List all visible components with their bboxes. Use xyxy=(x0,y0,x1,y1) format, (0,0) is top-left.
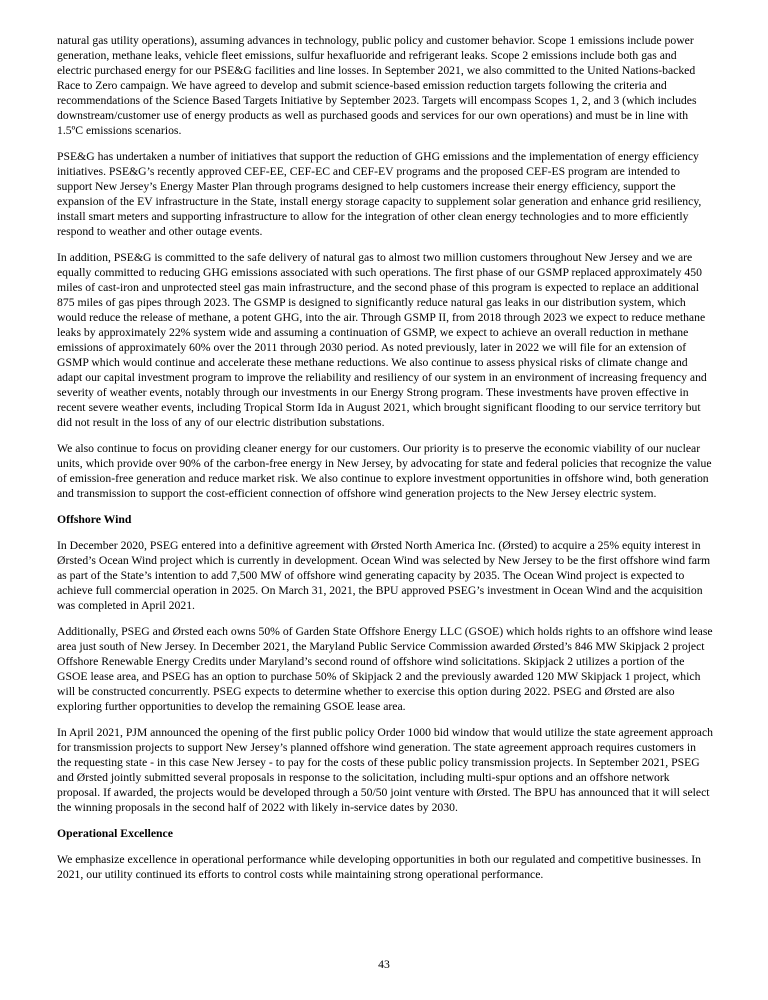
section-heading-offshore-wind: Offshore Wind xyxy=(57,513,132,526)
page-number: 43 xyxy=(378,958,390,971)
body-paragraph: PSE&G has undertaken a number of initiatives that support the reduction of GHG emissions and the implementation of energy efficiency initiatives. PSE&G’s recently approved CEF-EE, CEF-EC and CEF-EV programs and the proposed CEF-ES program are intended to support New Jersey’s Energy Master Plan through programs designed to help customers increase their energy efficiency, support the expansion of the EV infrastructure in the State, install energy storage capacity to supplement solar generation and enhance grid resiliency, install smart meters and supporting infrastructure to allow for the integration of other clean energy technologies and to more efficiently respond to weather and other outage events. xyxy=(57,150,702,238)
body-paragraph: We emphasize excellence in operational performance while developing opportunities in both our regulated and competitive businesses. In 2021, our utility continued its efforts to control costs while maintaining strong operational performance. xyxy=(57,853,701,881)
body-paragraph: We also continue to focus on providing cleaner energy for our customers. Our priority is to preserve the economic viability of our nuclear units, which provide over 90% of the carbon-free energy in New Jersey, by advocating for state and federal policies that recognize the value of emission-free generation and reduce market risk. We also continue to explore investment opportunities in offshore wind, both generation and transmission to support the cost-efficient connection of offshore wind generation projects to the New Jersey electric system. xyxy=(57,442,712,500)
body-paragraph: natural gas utility operations), assuming advances in technology, public policy and customer behavior. Scope 1 emissions include power generation, methane leaks, vehicle fleet emissions, sulfur hexafluoride and refrigerant leaks. Scope 2 emissions include both gas and electric purchased energy for our PSE&G facilities and line losses. In September 2021, we also committed to the United Nations-backed Race to Zero campaign. We have agreed to develop and submit science-based emission reduction targets following the criteria and recommendations of the Science Based Targets Initiative by September 2023. Targets will encompass Scopes 1, 2, and 3 (which includes downstream/customer use of energy products as well as purchased goods and services for our own operations) and must be in line with 1.5ºC emissions scenarios. xyxy=(57,34,697,137)
body-paragraph: In December 2020, PSEG entered into a definitive agreement with Ørsted North America Inc. (Ørsted) to acquire a 25% equity interest in Ørsted’s Ocean Wind project which is currently in development. Ocean Wind was selected by New Jersey to be the first offshore wind farm as part of the State’s intention to add 7,500 MW of offshore wind generating capacity by 2035. The Ocean Wind project is expected to achieve full commercial operation in 2025. On March 31, 2021, the BPU approved PSEG’s investment in Ocean Wind and the acquisition was completed in April 2021. xyxy=(57,539,711,612)
section-heading-operational-excellence: Operational Excellence xyxy=(57,827,173,840)
document-body xyxy=(57,33,713,893)
body-paragraph: Additionally, PSEG and Ørsted each owns 50% of Garden State Offshore Energy LLC (GSOE) which holds rights to an offshore wind lease area just south of New Jersey. In December 2021, the Maryland Public Service Commission awarded Ørsted’s 846 MW Skipjack 2 project Offshore Renewable Energy Credits under Maryland’s second round of offshore wind solicitations. Skipjack 2 utilizes a portion of the GSOE lease area, and PSEG has an option to purchase 50% of Skipjack 2 and the previously awarded 120 MW Skipjack 1 project, which will be constructed concurrently. PSEG expects to determine whether to exercise this option during 2022. PSEG and Ørsted are also exploring further opportunities to develop the remaining GSOE lease area. xyxy=(57,625,713,713)
body-paragraph: In April 2021, PJM announced the opening of the first public policy Order 1000 bid window that would utilize the state agreement approach for transmission projects to support New Jersey’s planned offshore wind generation. The state agreement approach requires customers in the requesting state - in this case New Jersey - to pay for the costs of these public policy transmission projects. In September 2021, PSEG and Ørsted jointly submitted several proposals in response to the solicitation, including multi-spur options and an offshore network proposal. If awarded, the projects would be developed through a 50/50 joint venture with Ørsted. The BPU has announced that it will select the winning proposals in the second half of 2022 with likely in-service dates by 2030. xyxy=(57,726,713,814)
body-paragraph: In addition, PSE&G is committed to the safe delivery of natural gas to almost two million customers throughout New Jersey and we are equally committed to reducing GHG emissions associated with such operations. The first phase of our GSMP replaced approximately 450 miles of cast-iron and unprotected steel gas main infrastructure, and the second phase of this program is expected to replace an additional 875 miles of gas pipes through 2023. The GSMP is designed to significantly reduce natural gas leaks in our distribution system, which would reduce the release of methane, a potent GHG, into the air. Through GSMP II, from 2018 through 2023 we expect to reduce methane leaks by approximately 22% system wide and assuming a continuation of GSMP, we expect to achieve an overall reduction in methane emissions of approximately 60% over the 2011 through 2030 period. As noted previously, later in 2022 we will file for an extension of GSMP which would continue and accelerate these methane reductions. We also continue to assess physical risks of climate change and adapt our capital investment program to improve the reliability and resiliency of our system in an environment of increasing frequency and severity of weather events, notably through our investments in our Energy Strong program. These investments have proven effective in recent severe weather events, including Tropical Storm Ida in August 2021, which brought significant flooding to our service territory but did not result in the loss of any of our electric distribution substations. xyxy=(57,251,707,429)
